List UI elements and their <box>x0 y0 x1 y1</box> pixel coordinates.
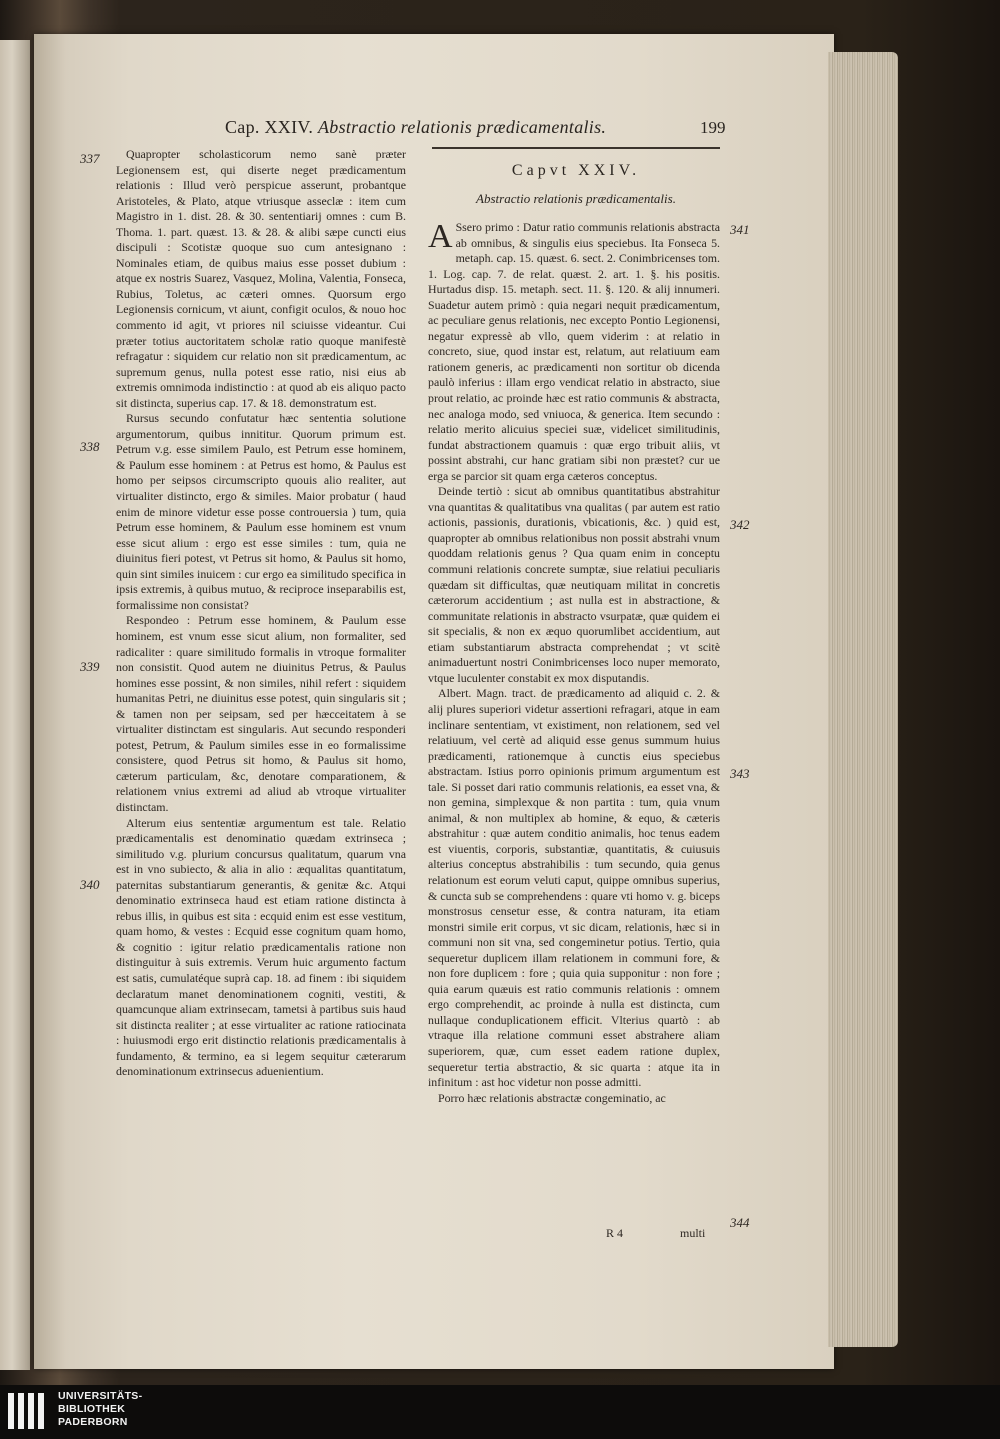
library-name-line: BIBLIOTHEK <box>58 1403 126 1415</box>
chapter-heading: Capvt XXIV. <box>511 162 641 179</box>
catchword: multi <box>680 1226 706 1240</box>
margin-number: 342 <box>730 517 750 532</box>
paragraph: Albert. Magn. tract. de prædicamento ad aliquid c. 2. & alij plures superiori videtur assertioni refragari, atque in eam inclinare sententiam, vt existiment, non relationem, sed vel relatiuum, vel certè ad aliquid esse genus summum huius prædicamenti, rationemque à cunctis eius speciebus abstractam. Istius porro opinionis primum argumentum est tale. Si posset dari ratio communis relationis, ea esset vna, & non gemina, simplexque & non partita : tum, quia vnum animal, & non multiplex ab homine, & equo, & cæteris abstrahitur : quæ autem conditio animalis, hoc tenus eadem est viuentis, corporis, substantiæ, quantitatis, & cuiusuis alterius conceptus abstrahibilis : tum secundo, quia genus relationum est eorum veluti caput, quippe omnibus superius, & cuncta sub se comprehendens : quare vti homo v. g. biceps monstrosus censetur esse, & contra naturam, ita etiam monstri simile erit corpus, vt sic dicam, relationis, hæc si in communi non sit vna, sed congeminetur potius. Tertio, quia sequeretur duplicem illam relationem in communi fore, & non fore duplicem : fore ; quia quia supponitur : non fore ; quia earum quæuis est ratio communis relationis : omnem ergo comprehendit, ac proinde à nulla est distincta, cum nullaque conduplicationem efficit. Vlterius quartò : ab vtraque illa relatione communi esset abstrahere aliam superiorem, quæ, cum esset eadem ratione duplex, sequeretur tertia abstractio, & sic quarta : atque ita in infinitum : ast hoc videtur non posse admitti. <box>428 686 720 1090</box>
paragraph <box>428 220 720 484</box>
margin-number: 344 <box>730 1215 750 1230</box>
running-title: Abstractio relationis prædicamentalis. <box>317 117 607 137</box>
page-edges <box>828 52 898 1347</box>
margin-number: 341 <box>730 222 750 237</box>
paragraph: Porro hæc relationis abstractæ congeminatio, ac <box>438 1090 666 1105</box>
library-name-line: PADERBORN <box>58 1416 128 1428</box>
library-name-line: UNIVERSITÄTS- <box>58 1390 143 1402</box>
page-number: 199 <box>700 118 726 137</box>
margin-number: 339 <box>80 659 100 674</box>
library-logo-icon <box>6 1391 52 1431</box>
facing-page-edge <box>0 40 30 1370</box>
margin-number: 337 <box>80 151 100 166</box>
margin-number: 338 <box>80 439 100 454</box>
chapter-label: Cap. XXIV. <box>225 117 314 137</box>
library-name <box>58 1390 142 1429</box>
left-column <box>116 147 406 1080</box>
chapter-rule <box>432 147 720 149</box>
drop-cap: A <box>428 218 453 255</box>
paragraph: Alterum eius sententiæ argumentum est tale. Relatio prædicamentalis est denominatio quædam extrinseca ; similitudo v.g. plurium concursus qualitatum, quarum vna est in vno subiecto, & alia in alio : æqualitas quantitatum, paternitas substantiarum generantis, & genitæ &c. Atqui denominatio extrinseca haud est etiam ratione distincta à rebus illis, in quibus est sita : ecquid enim est esse vestitum, quam homo, & vestes : Ecquid esse cognitum quam homo, & cognitio : igitur relatio prædicamentalis ratione non distinguitur à suis extremis. Verum huic argumento factum est satis, cumulatéque suprà cap. 18. ad finem : ibi siquidem declaratum manet denominationem cogniti, vestiti, & quamcunque aliam extrinsecam, tametsi à partibus suis haud sit distincta realiter ; at esse virtualiter ac ratione ratiocinata : huiusmodi ergo erit distinctio relationis prædicamentalis à fundamento, & termino, ea si legem sequitur cæterarum denominationum extrinsecus aduenientium. <box>116 815 406 1079</box>
margin-number: 340 <box>80 877 100 892</box>
footer-bar <box>0 1385 1000 1439</box>
margin-number: 343 <box>730 766 750 781</box>
paragraph: Rursus secundo confutatur hæc sententia solutione argumentorum, quibus innititur. Quorum primum est. Petrum v.g. esse similem Paulo, est Petrum esse hominem, & Paulum esse hominem : at Petrus est homo, & Paulus est homo per seipsos circumscripto quouis alio realiter, aut virtualiter distincto, ergo & similes. Maior probatur ( haud enim de minore videtur esse posse controuersia ) tum, quia Petrum esse hominem, & Paulum esse hominem est vnum esse sicut alium : ergo est esse similes : tum, quia ne diuinitus fieri potest, vt Petrus sit homo, & Paulus sit homo, quin sint similes inuicem : cur ergo ea similitudo specifica in ipsis extremis, à quibus mutuo, & reciproce inseparabilis est, formalissime non consistat? <box>116 411 406 612</box>
paragraph-text: Ssero primo : Datur ratio communis relationis abstracta ab omnibus, & singulis eius speciebus. Ita Fonseca 5. metaph. cap. 15. quæst. 6. sect. 2. Conimbricenses tom. 1. Log. cap. 7. de relat. quæst. 2. art. 1. §. his positis. Hurtadus disp. 15. metaph. sect. 11. §. 120. & alij innumeri. Suadetur autem primò : quia negari nequit prædicamentum, ac peculiare genus relationis, nec excepto Pontio Legionensi, negatur expressè ab vllo, quem viderim : at relatio in concreto, siue, quod instar est, relatum, aut relatiuum eam rationem generis, ac prædicamenti non sortitur ob dicenda paulò inferius : illam ergo vendicat relatio in abstracto, siue prout relatio, ac proinde hæc est ratio communis & abstracta, nec analoga modo, sed vniuoca, & generica. Item secundo : relatio merito alicuius speciei suæ, videlicet similitudinis, fundat abstractionem quamuis : quæ ergo tribuit aliis, vt possint abstrahi, cur hanc gratiam sibi non præstet? cur ue erga se parcior sit quam erga cæteros conceptus. <box>428 220 720 483</box>
paragraph: Deinde tertiò : sicut ab omnibus quantitatibus abstrahitur vna quantitas & qualitatibus vna qualitas ( par autem est ratio actionis, passionis, durationis, vbicationis, &c. ) quid est, quapropter ab omnibus relationibus non possit abstrahi vnum quoddam relationis genus ? Qua quam enim in conceptu communi relationis concrete sumptæ, siue relatiui peculiaris quædam sit difficultas, quæ neutiquam militat in concretis cæterorum accidentium ; ast nulla est in abstractione, & communitate relationis in abstracto vsurpatæ, quæ quidem ei sit specialis, & non ex æquo quorumlibet accidentium, aut etiam substantiarum abstracta comprehendat ; vt scitè animaduertunt nostri Conimbricenses loco nuper memorato, vtque luculenter constabit ex mox disputandis. <box>428 484 720 685</box>
paragraph: Respondeo : Petrum esse hominem, & Paulum esse hominem, est vnum esse sicut alium, non formaliter, sed radicaliter : quare similitudo formalis in vtroque formaliter non consistit. Quod autem ne diuinitus Petrus, & Paulus homines esse possint, & non similes, nihil refert : siquidem humanitas Petri, ne diuinitus esse potest, quin singularis sit ; & tamen non per seipsam, sed per hæcceitatem à se virtualiter distinctam est singularis. Aut secundo responderi potest, Petrum, & Paulum similes esse in eo formalissime consistere, quod Petrus sit homo, & Paulus sit homo, cæterum particulam, &c, denotare comparationem, & relationem vnius extremi ad aliud ab vtroque virtualiter distinctam. <box>116 613 406 814</box>
paragraph: Quapropter scholasticorum nemo sanè præter Legionensem est, qui diserte neget prædicamentum relationis : Illud verò perspicue asserunt, probantque Aristoteles, & Plato, atque vtriusque asseclæ : item cum Magistro in 1. dist. 28. & 30. sententiarij omnes : cum B. Thoma. 1. part. quæst. 13. & 28. & alibi sæpe cuncti eius discipuli : Scotistæ quoque suo cum antesignano : Nominales etiam, de quibus maius esse posset dubium : atque ex nostris Suarez, Vasquez, Molina, Valentia, Fonseca, Rubius, Toletus, ac cæteri omnes. Quorsum ergo Legionensis cornicum, vt aiunt, configit oculos, & nouo hoc commento id agit, vt priores nil sciuisse videantur. Cui præter totius auctoritatem scholæ ratio quoque manifestè refragatur : siquidem cur relatio non sit prædicamentum, ac supremum genus, nulla potest esse ratio, nisi eius ab extremis omnimoda indistinctio : at quod ab eis aliquo pacto sit distincta, superius cap. 17. & 18. demonstratum est. <box>116 147 406 410</box>
chapter-subtitle: Abstractio relationis prædicamentalis. <box>476 191 676 206</box>
running-head <box>225 117 606 138</box>
right-column <box>428 220 720 1106</box>
signature-mark: R 4 <box>606 1226 624 1240</box>
